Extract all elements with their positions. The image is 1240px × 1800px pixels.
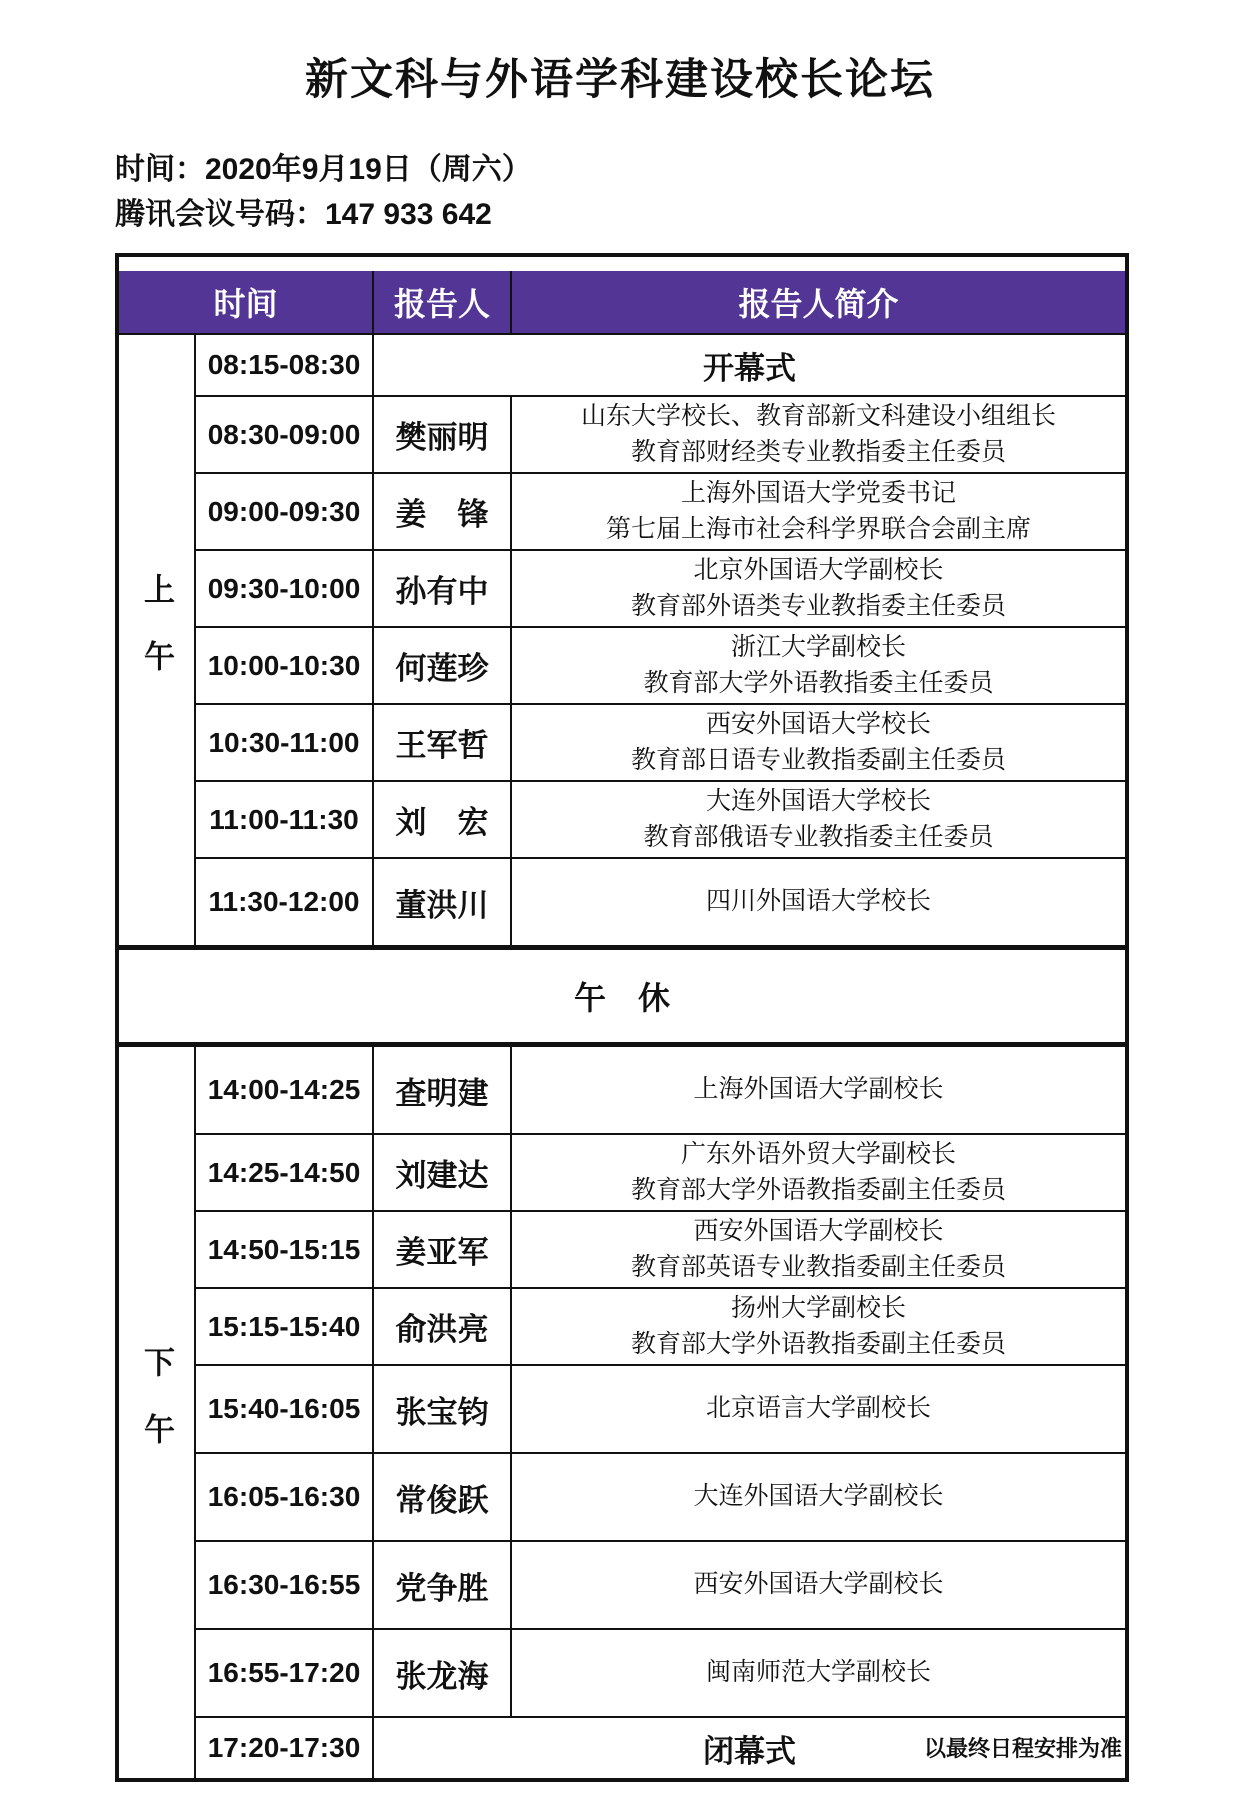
- date-line: 时间：2020年9月19日（周六）: [115, 153, 532, 186]
- intro-line: 广东外语外贸大学副校长: [680, 1140, 956, 1168]
- time-cell: 16:55-17:20: [195, 1629, 373, 1717]
- time-cell: 16:05-16:30: [195, 1453, 373, 1541]
- intro-cell: [511, 1541, 1127, 1629]
- afternoon-row: [117, 1288, 1127, 1365]
- intro-cell: [511, 1288, 1127, 1365]
- afternoon-row: [117, 1541, 1127, 1629]
- time-cell: 11:00-11:30: [195, 781, 373, 858]
- intro-cell: [511, 1629, 1127, 1717]
- morning-period-cell: [117, 334, 195, 948]
- meta-block: [115, 147, 1240, 237]
- afternoon-row: [117, 1045, 1127, 1135]
- intro-line: 北京外国语大学副校长: [693, 556, 944, 584]
- intro-line: 教育部外语类专业教指委主任委员: [630, 591, 1006, 620]
- schedule-table: [115, 253, 1129, 1782]
- time-cell: 14:50-15:15: [195, 1211, 373, 1288]
- time-cell: 09:00-09:30: [195, 473, 373, 550]
- intro-line: 山东大学校长、教育部新文科建设小组组长: [580, 402, 1056, 430]
- ceremony-cell: 闭幕式: [373, 1717, 1127, 1780]
- morning-row: [117, 473, 1127, 550]
- intro-line: 第七届上海市社会科学界联合会副主席: [605, 514, 1031, 543]
- intro-cell: [511, 1134, 1127, 1211]
- intro-line: 闽南师范大学副校长: [705, 1658, 931, 1687]
- speaker-cell: 何莲珍: [373, 627, 511, 704]
- intro-line: 教育部俄语专业教指委主任委员: [643, 822, 994, 851]
- header-time: 时间: [117, 271, 373, 334]
- morning-row: [117, 781, 1127, 858]
- time-cell: 14:00-14:25: [195, 1045, 373, 1135]
- intro-line: 浙江大学副校长: [730, 633, 906, 661]
- afternoon-row: [117, 1365, 1127, 1453]
- afternoon-period-cell: [117, 1045, 195, 1781]
- speaker-cell: 张龙海: [373, 1629, 511, 1717]
- time-cell: 15:15-15:40: [195, 1288, 373, 1365]
- afternoon-period-label: 下午: [139, 1345, 174, 1480]
- intro-line: 教育部大学外语教指委副主任委员: [630, 1329, 1006, 1358]
- time-cell: 15:40-16:05: [195, 1365, 373, 1453]
- intro-line: 上海外国语大学副校长: [693, 1075, 944, 1104]
- speaker-cell: 董洪川: [373, 858, 511, 948]
- morning-period-label: 上午: [139, 573, 174, 707]
- speaker-cell: 查明建: [373, 1045, 511, 1135]
- intro-line: 教育部日语专业教指委副主任委员: [630, 745, 1006, 774]
- time-cell: 16:30-16:55: [195, 1541, 373, 1629]
- intro-cell: [511, 550, 1127, 627]
- time-cell: 10:00-10:30: [195, 627, 373, 704]
- intro-cell: [511, 1045, 1127, 1135]
- intro-line: 北京语言大学副校长: [705, 1394, 931, 1423]
- intro-cell: [511, 781, 1127, 858]
- footer-note: 以最终日程安排为准: [923, 1736, 1122, 1761]
- lunch-break-cell: 午 休: [117, 948, 1127, 1045]
- intro-line: 教育部大学外语教指委主任委员: [643, 668, 994, 697]
- time-cell: 11:30-12:00: [195, 858, 373, 948]
- intro-cell: [511, 1453, 1127, 1541]
- table-top-spacer: [117, 255, 1127, 271]
- intro-line: 大连外国语大学校长: [705, 787, 931, 815]
- intro-line: 大连外国语大学副校长: [693, 1482, 944, 1511]
- lunch-break-row: [117, 948, 1127, 1045]
- time-cell: 08:30-09:00: [195, 396, 373, 473]
- speaker-cell: 张宝钧: [373, 1365, 511, 1453]
- morning-row: [117, 704, 1127, 781]
- morning-row: [117, 396, 1127, 473]
- speaker-cell: 王军哲: [373, 704, 511, 781]
- time-cell: 09:30-10:00: [195, 550, 373, 627]
- speaker-cell: 党争胜: [373, 1541, 511, 1629]
- afternoon-row: [117, 1629, 1127, 1717]
- intro-line: 教育部大学外语教指委副主任委员: [630, 1175, 1006, 1204]
- afternoon-row: [117, 1211, 1127, 1288]
- intro-cell: [511, 1211, 1127, 1288]
- header-intro: 报告人简介: [511, 271, 1127, 334]
- speaker-cell: 姜 锋: [373, 473, 511, 550]
- intro-cell: [511, 473, 1127, 550]
- intro-line: 西安外国语大学副校长: [693, 1570, 944, 1599]
- morning-row: [117, 858, 1127, 948]
- speaker-cell: 常俊跃: [373, 1453, 511, 1541]
- morning-row: [117, 627, 1127, 704]
- intro-line: 教育部英语专业教指委副主任委员: [630, 1252, 1006, 1281]
- intro-line: 扬州大学副校长: [730, 1294, 906, 1322]
- speaker-cell: 刘建达: [373, 1134, 511, 1211]
- intro-cell: [511, 396, 1127, 473]
- page-title: 新文科与外语学科建设校长论坛: [305, 56, 935, 104]
- intro-cell: [511, 1365, 1127, 1453]
- intro-cell: [511, 704, 1127, 781]
- intro-line: 西安外国语大学副校长: [693, 1217, 944, 1245]
- speaker-cell: 俞洪亮: [373, 1288, 511, 1365]
- time-cell: 17:20-17:30: [195, 1717, 373, 1780]
- time-cell: 08:15-08:30: [195, 334, 373, 396]
- ceremony-cell: 开幕式: [373, 334, 1127, 396]
- afternoon-row: [117, 1453, 1127, 1541]
- time-cell: 14:25-14:50: [195, 1134, 373, 1211]
- intro-line: 教育部财经类专业教指委主任委员: [630, 437, 1006, 466]
- speaker-cell: 孙有中: [373, 550, 511, 627]
- afternoon-row: [117, 1134, 1127, 1211]
- intro-line: 上海外国语大学党委书记: [680, 479, 956, 507]
- intro-cell: [511, 627, 1127, 704]
- speaker-cell: 刘 宏: [373, 781, 511, 858]
- intro-line: 西安外国语大学校长: [705, 710, 931, 738]
- morning-row: [117, 334, 1127, 396]
- speaker-cell: 樊丽明: [373, 396, 511, 473]
- morning-row: [117, 550, 1127, 627]
- time-cell: 10:30-11:00: [195, 704, 373, 781]
- intro-cell: [511, 858, 1127, 948]
- meeting-number-line: 腾讯会议号码：147 933 642: [115, 198, 492, 231]
- intro-line: 四川外国语大学校长: [705, 887, 931, 916]
- header-speaker: 报告人: [373, 271, 511, 334]
- schedule-table-body: [117, 334, 1127, 1780]
- speaker-cell: 姜亚军: [373, 1211, 511, 1288]
- table-header-row: [117, 271, 1127, 334]
